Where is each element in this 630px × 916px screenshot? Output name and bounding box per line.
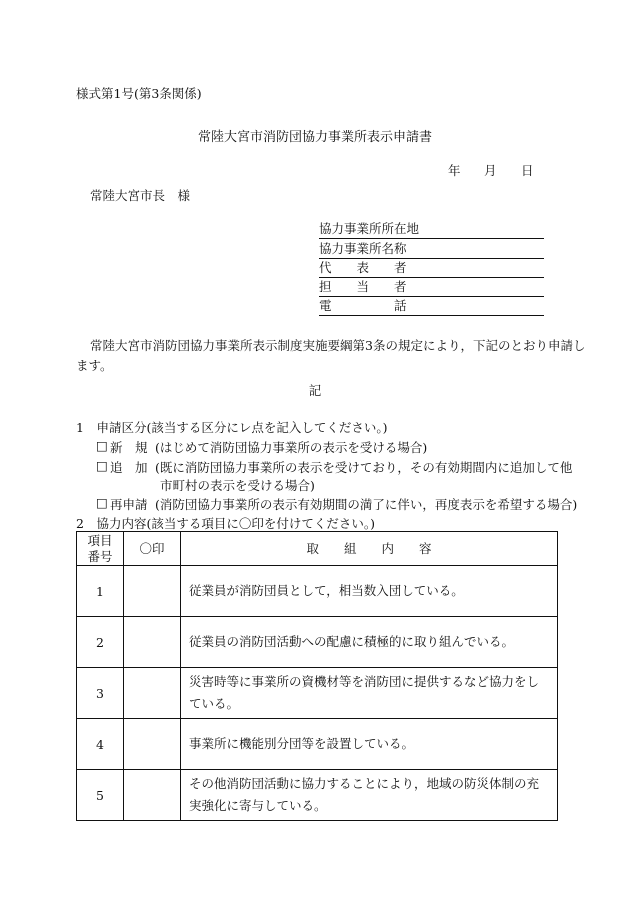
applicant-label: 協力事業所所在地 [319, 221, 420, 236]
option-desc-reapply: (消防団協力事業所の表示有効期間の満了に伴い，再度表示を希望する場合) [155, 497, 578, 512]
date-day: 日 [521, 163, 534, 178]
applicant-field-phone[interactable] [319, 297, 544, 316]
body-text-line1: 常陸大宮市消防団協力事業所表示制度実施要綱第3条の規定により，下記のとおり申請し [90, 338, 586, 353]
checkbox-reapply[interactable]: □ [96, 495, 108, 510]
body-text-line2: ます。 [76, 358, 113, 373]
section1-heading: 1 申請区分(該当する区分にレ点を記入してください。) [76, 420, 388, 435]
mark-cell[interactable] [124, 566, 181, 617]
date-month: 月 [484, 163, 497, 178]
applicant-field-contact-person[interactable] [319, 278, 544, 297]
contribution-table [76, 531, 558, 821]
section2-heading: 2 協力内容(該当する項目に〇印を付けてください。) [76, 516, 375, 531]
table-header-row [77, 532, 558, 566]
form-number: 様式第1号(第3条関係) [76, 86, 202, 101]
applicant-label: 代 表 者 [319, 260, 407, 275]
content-cell: 事業所に機能別分団等を設置している。 [181, 719, 558, 770]
row-number: 5 [77, 770, 124, 821]
option-label-add: 追 加 [110, 460, 148, 475]
applicant-field-representative[interactable] [319, 259, 544, 278]
row-number: 3 [77, 668, 124, 719]
content-cell: 従業員の消防団活動への配慮に積極的に取り組んでいる。 [181, 617, 558, 668]
option-label-new: 新 規 [110, 440, 148, 455]
table-row [77, 566, 558, 617]
mark-cell[interactable] [124, 770, 181, 821]
row-number: 2 [77, 617, 124, 668]
row-number: 4 [77, 719, 124, 770]
content-cell: 災害時等に事業所の資機材等を消防団に提供するなど協力をしている。 [181, 668, 558, 719]
applicant-field-location[interactable] [319, 220, 544, 239]
header-content: 取 組 内 容 [181, 532, 558, 566]
ki-heading: 記 [308, 383, 322, 398]
applicant-field-name[interactable] [319, 240, 544, 259]
option-label-reapply: 再申請 [110, 497, 148, 512]
header-item-number: 項目 番号 [77, 532, 124, 566]
table-row [77, 770, 558, 821]
date-year: 年 [448, 163, 461, 178]
applicant-label: 協力事業所名称 [319, 241, 407, 256]
option-desc-add-cont: 市町村の表示を受ける場合) [160, 478, 315, 493]
applicant-label: 担 当 者 [319, 279, 407, 294]
content-cell: 従業員が消防団員として，相当数入団している。 [181, 566, 558, 617]
mark-cell[interactable] [124, 719, 181, 770]
checkbox-add[interactable]: □ [96, 458, 108, 473]
page-title: 常陸大宮市消防団協力事業所表示申請書 [197, 130, 432, 145]
header-mark: 〇印 [124, 532, 181, 566]
table-row [77, 617, 558, 668]
table-row [77, 668, 558, 719]
mark-cell[interactable] [124, 668, 181, 719]
row-number: 1 [77, 566, 124, 617]
content-cell: その他消防団活動に協力することにより，地域の防災体制の充実強化に寄与している。 [181, 770, 558, 821]
addressee: 常陸大宮市長 様 [90, 188, 191, 203]
table-row [77, 719, 558, 770]
option-desc-new: (はじめて消防団協力事業所の表示を受ける場合) [155, 440, 428, 455]
applicant-label: 電 話 [319, 298, 407, 313]
mark-cell[interactable] [124, 617, 181, 668]
checkbox-new[interactable]: □ [96, 438, 108, 453]
option-desc-add: (既に消防団協力事業所の表示を受けており，その有効期間内に追加して他 [155, 460, 573, 475]
